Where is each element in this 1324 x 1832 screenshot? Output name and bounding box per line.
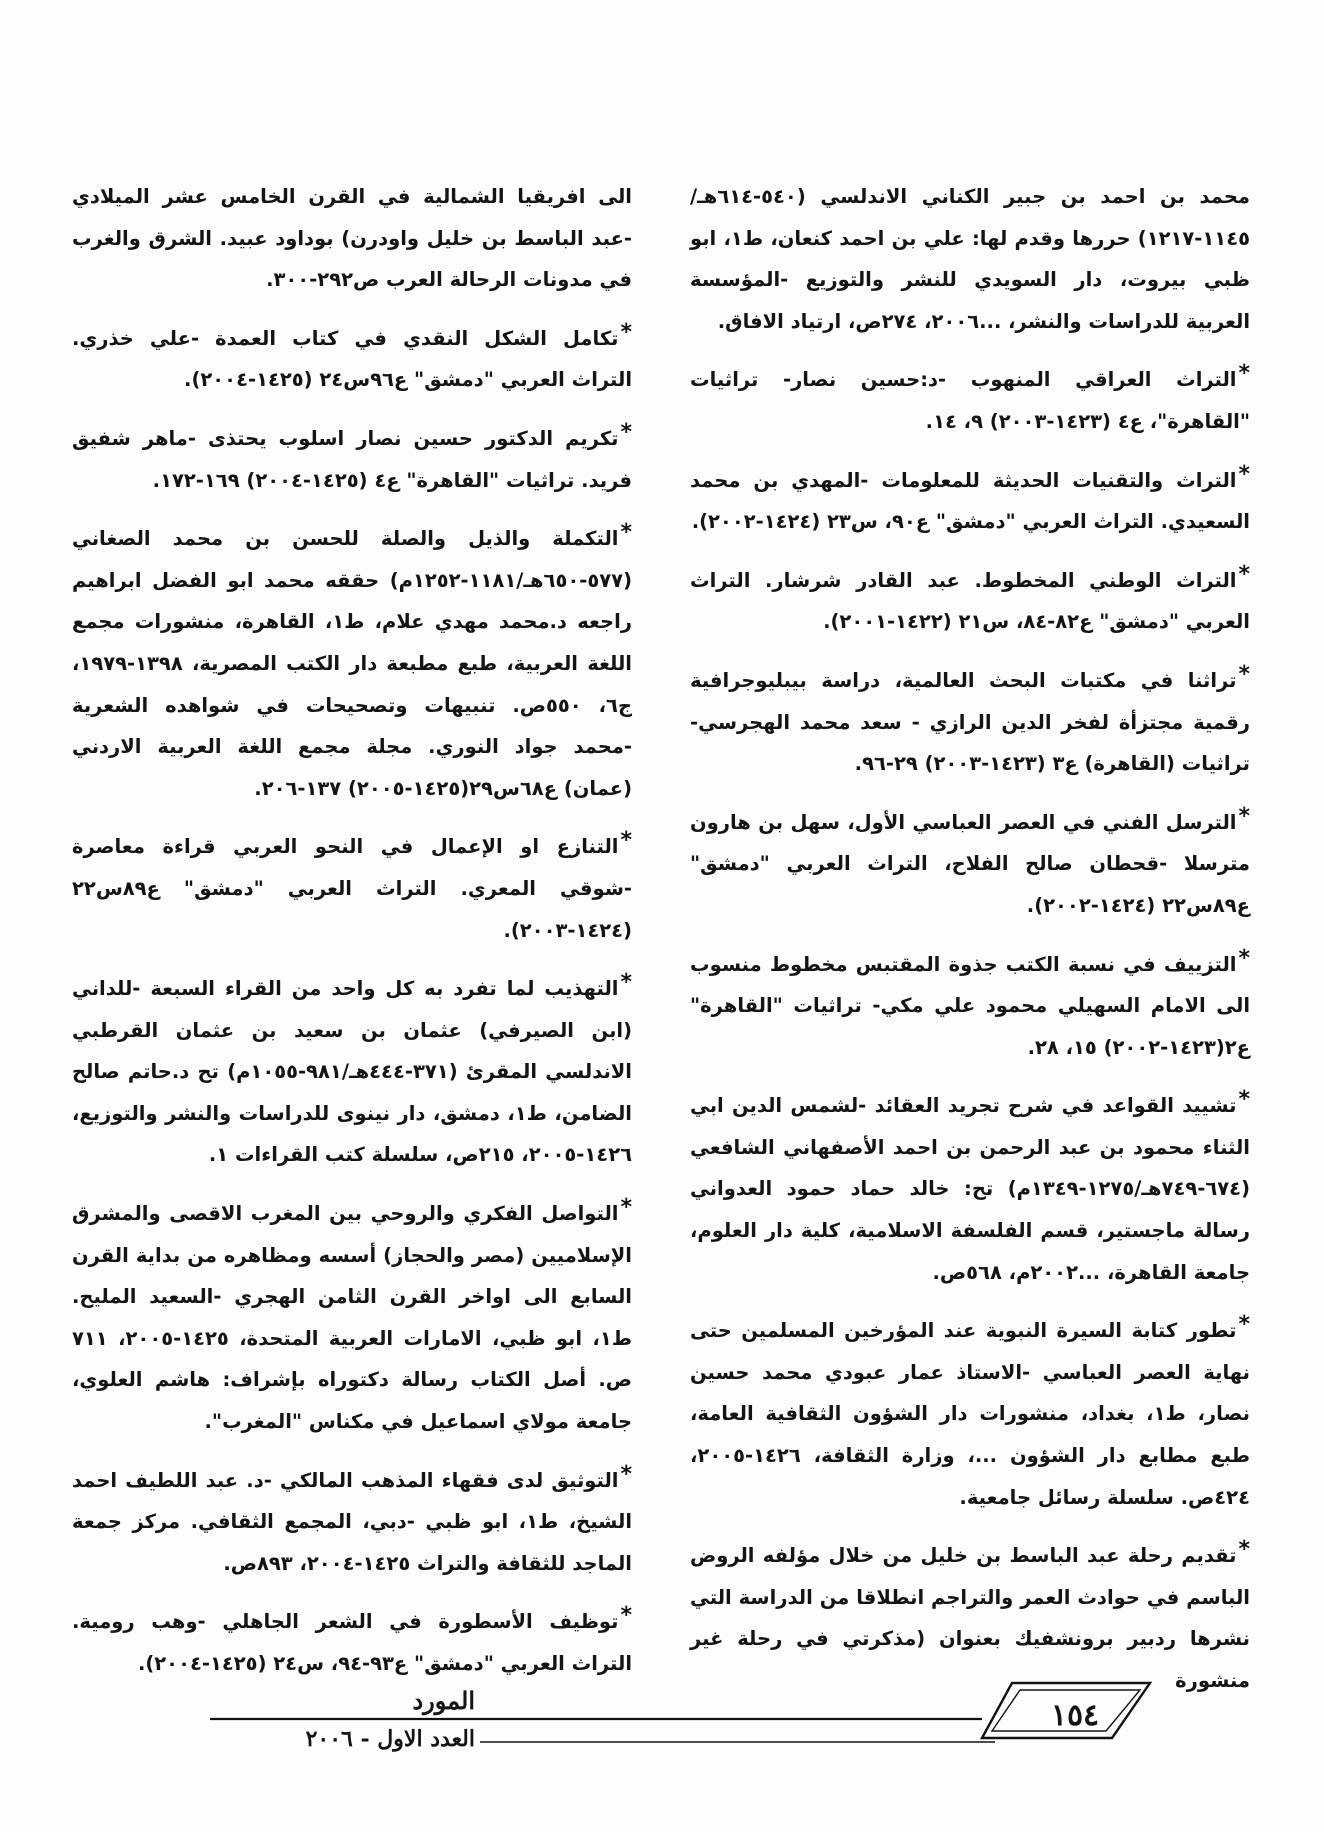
bibliography-entry <box>690 1529 1250 1701</box>
asterisk-icon: * <box>620 1461 632 1487</box>
bibliography-entry <box>690 176 1250 342</box>
entry-text: التزييف في نسبة الكتب جذوة المقتبس مخطوط منسوب الى الامام السهيلي محمود علي مكي- تراثيات "القاهرة" ع٢(١٤٢٣-٢٠٠٢) ١٥، ٢٨. <box>690 952 1250 1059</box>
page-number: ١٥٤ <box>1050 1698 1100 1733</box>
entry-text: الى افريقيا الشمالية في القرن الخامس عشر الميلادي -عبد الباسط بن خليل واودرن) بوداود عبيد. الشرق والغرب في مدونات الرحالة العرب ص٢٩٢-٣٠٠. <box>72 185 632 292</box>
bibliography-entry <box>72 412 632 501</box>
asterisk-icon: * <box>620 419 632 445</box>
bibliography-entry <box>690 938 1250 1069</box>
asterisk-icon: * <box>1238 803 1250 829</box>
entry-text: توظيف الأسطورة في الشعر الجاهلي -وهب رومية. التراث العربي "دمشق" ع٩٣-٩٤، س٢٤ (١٤٢٥-٢٠٠٤). <box>72 1610 632 1675</box>
entry-text: تكريم الدكتور حسين نصار اسلوب يحتذى -ماهر شفيق فريد. تراثيات "القاهرة" ع٤ (١٤٢٥-٢٠٠٤) ١٦٩-١٧٢. <box>72 426 632 492</box>
entry-text: الترسل الفني في العصر العباسي الأول، سهل بن هارون مترسلا -قحطان صالح الفلاح، التراث العربي "دمشق" ع٨٩س٢٢ (١٤٢٤-٢٠٠٢). <box>690 810 1250 917</box>
bibliography-entry <box>72 512 632 809</box>
asterisk-icon: * <box>620 828 632 854</box>
asterisk-icon: * <box>620 319 632 345</box>
issue-line: العدد الاول - ٢٠٠٦ <box>305 1726 475 1752</box>
entry-text: تراثنا في مكتبات البحث العالمية، دراسة بيبليوجرافية رقمية مجتزأة لفخر الدين الرازي - سعد محمد الهجرسي- تراثيات (القاهرة) ع٣ (١٤٢٣-٢٠٠٣) ٢٩-٩٦. <box>690 668 1250 776</box>
bibliography-entry <box>72 1187 632 1443</box>
bibliography-entry <box>690 1079 1250 1293</box>
asterisk-icon: * <box>1238 1537 1250 1563</box>
bibliography-entry <box>690 654 1250 785</box>
right-column <box>690 176 1250 1713</box>
asterisk-icon: * <box>1238 561 1250 587</box>
entry-text: التكملة والذيل والصلة للحسن بن محمد الصغاني (٥٧٧-٦٥٠هـ/١١٨١-١٢٥٢م) حققه محمد ابو الفضل ابراهيم راجعه د.محمد مهدي علام، ط١، القاهرة، منشورات مجمع اللغة العربية، طبع مطبعة دار الكتب المصرية، ١٣٩٨-١٩٧٩، ج٦، ٥٥٠ص. تنبيهات وتصحيحات في شواهده الشعرية -محمد جواد النوري. مجلة مجمع اللغة العربية الاردني (عمان) ع٦٨س٢٩(١٤٢٥-٢٠٠٥) ١٣٧-٢٠٦. <box>72 527 632 800</box>
asterisk-icon: * <box>620 970 632 996</box>
bibliography-entry <box>690 454 1250 543</box>
bibliography-entry <box>72 1595 632 1684</box>
bibliography-entry <box>72 1454 632 1585</box>
asterisk-icon: * <box>1238 461 1250 487</box>
entry-text: تقديم رحلة عبد الباسط بن خليل من خلال مؤلفه الروض الباسم في حوادث العمر والتراجم انطلاقا من الدراسة التي نشرها ردبير برونشفيك بعنوان (مذكرتي في رحلة غير منشورة <box>690 1544 1250 1692</box>
asterisk-icon: * <box>1238 1087 1250 1113</box>
entry-text: تطور كتابة السيرة النبوية عند المؤرخين المسلمين حتى نهاية العصر العباسي -الاستاذ عمار عبودي محمد حسين نصار، ط١، بغداد، منشورات دار الشؤون الثقافية العامة، طبع مطابع دار الشؤون ...، وزارة الثقافة، ١٤٢٦-٢٠٠٥، ٤٢٤ص. سلسلة رسائل جامعية. <box>690 1319 1250 1509</box>
bibliography-entry <box>690 554 1250 643</box>
entry-text: التهذيب لما تفرد به كل واحد من القراء السبعة -للداني (ابن الصيرفي) عثمان بن سعيد بن عثمان القرطبي الاندلسي المقرئ (٣٧١-٤٤٤هـ/٩٨١-١٠٥٥م) تح د.حاتم صالح الضامن، ط١، دمشق، دار نينوى للدراسات والنشر والتوزيع، ١٤٢٦-٢٠٠٥، ٢١٥ص، سلسلة كتب القراءات ١. <box>72 977 632 1167</box>
entry-text: تشييد القواعد في شرح تجريد العقائد -لشمس الدين ابي الثناء محمود بن عبد الرحمن بن احمد الأصفهاني الشافعي (٦٧٤-٧٤٩هـ/١٢٧٥-١٣٤٩م) تح: خالد حماد حمود العدواني رسالة ماجستير، قسم الفلسفة الاسلامية، كلية دار العلوم، جامعة القاهرة، ...٢٠٠٢م، ٥٦٨ص. <box>690 1094 1250 1284</box>
bibliography-entry <box>72 962 632 1176</box>
entry-text: التراث والتقنيات الحديثة للمعلومات -المهدي بن محمد السعيدي. التراث العربي "دمشق" ع٩٠، س٢٣ (١٤٢٤-٢٠٠٢). <box>690 468 1250 534</box>
asterisk-icon: * <box>1238 1312 1250 1338</box>
bibliography-entry <box>72 820 632 951</box>
asterisk-icon: * <box>620 1603 632 1629</box>
bibliography-entry <box>72 176 632 301</box>
entry-text: التراث الوطني المخطوط. عبد القادر شرشار. التراث العربي "دمشق" ع٨٢-٨٤، س٢١ (١٤٢٢-٢٠٠١). <box>690 568 1250 634</box>
bibliography-entry <box>690 353 1250 442</box>
asterisk-icon: * <box>1238 945 1250 971</box>
asterisk-icon: * <box>620 1195 632 1221</box>
entry-text: التواصل الفكري والروحي بين المغرب الاقصى والمشرق الإسلاميين (مصر والحجاز) أسسه ومظاهره من بداية القرن السابع الى اواخر القرن الثامن الهجري -السعيد المليح. ط١، ابو ظبي، الامارات العربية المتحدة، ١٤٢٥-٢٠٠٥، ٧١١ ص. أصل الكتاب رسالة دكتوراه بإشراف: هاشم العلوي، جامعة مولاي اسماعيل في مكناس "المغرب". <box>72 1202 633 1434</box>
bibliography-entry <box>690 1304 1250 1518</box>
left-column <box>72 176 632 1696</box>
entry-text: التوثيق لدى فقهاء المذهب المالكي -د. عبد اللطيف احمد الشيخ، ط١، ابو ظبي -دبي، المجمع الثقافي. مركز جمعة الماجد للثقافة والتراث ١٤٢٥-٢٠٠٤، ٨٩٣ص. <box>72 1468 632 1575</box>
entry-text: محمد بن احمد بن جبير الكناني الاندلسي (٥٤٠-٦١٤هـ/١١٤٥-١٢١٧) حررها وقدم لها: علي بن احمد كنعان، ط١، ابو ظبي بيروت، دار السويدي للنشر والتوزيع -المؤسسة العربية للدراسات والنشر، ...٢٠٠٦، ٢٧٤ص، ارتياد الافاق. <box>690 185 1250 333</box>
entry-text: التراث العراقي المنهوب -د:حسين نصار- تراثيات "القاهرة"، ع٤ (١٤٢٣-٢٠٠٣) ٩، ١٤. <box>690 368 1250 433</box>
entry-text: تكامل الشكل النقدي في كتاب العمدة -علي خذري. التراث العربي "دمشق" ع٩٦س٢٤ (١٤٢٥-٢٠٠٤). <box>72 326 632 392</box>
asterisk-icon: * <box>620 520 632 546</box>
bibliography-entry <box>72 312 632 401</box>
entry-text: التنازع او الإعمال في النحو العربي قراءة معاصرة -شوقي المعري. التراث العربي "دمشق" ع٨٩س٢٢ (١٤٢٤-٢٠٠٣). <box>72 835 632 942</box>
asterisk-icon: * <box>1238 661 1250 687</box>
bibliography-entry <box>690 796 1250 927</box>
magazine-title: المورد <box>412 1686 475 1715</box>
asterisk-icon: * <box>1238 361 1250 387</box>
